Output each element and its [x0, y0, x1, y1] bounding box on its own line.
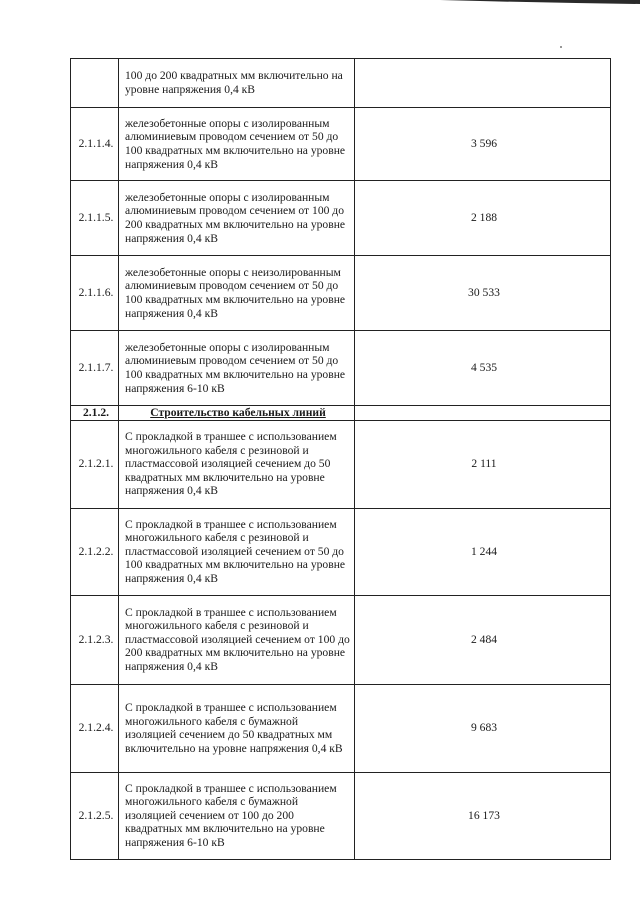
row-value: 4 535 — [355, 331, 611, 406]
row-number: 2.1.1.5. — [71, 181, 119, 256]
row-description: железобетонные опоры с изолированным алюминиевым проводом сечением от 100 до 200 квадратных мм включительно на уровне напряжения 0,4 кВ — [119, 181, 355, 256]
row-number: 2.1.1.6. — [71, 256, 119, 331]
row-description: С прокладкой в траншее с использованием многожильного кабеля с бумажной изоляцией сечением от 100 до 200 квадратных мм включительно на уровне напряжения 6-10 кВ — [119, 772, 355, 859]
row-description: железобетонные опоры с изолированным алюминиевым проводом сечением от 50 до 100 квадратных мм включительно на уровне напряжения 0,4 кВ — [119, 108, 355, 181]
table-row — [71, 420, 611, 508]
row-description: С прокладкой в траншее с использованием многожильного кабеля с резиновой и пластмассовой изоляцией сечением от 50 до 100 квадратных мм включительно на уровне напряжения 0,4 кВ — [119, 508, 355, 595]
row-description: железобетонные опоры с изолированным алюминиевым проводом сечением от 50 до 100 квадратных мм включительно на уровне напряжения 6-10 кВ — [119, 331, 355, 406]
row-description: С прокладкой в траншее с использованием многожильного кабеля с резиновой и пластмассовой изоляцией сечением до 50 квадратных мм включительно на уровне напряжения 0,4 кВ — [119, 420, 355, 508]
scan-speck — [560, 46, 562, 48]
row-number: 2.1.1.4. — [71, 108, 119, 181]
row-number: 2.1.1.7. — [71, 331, 119, 406]
row-number: 2.1.2.1. — [71, 420, 119, 508]
table-row — [71, 59, 611, 108]
row-description: железобетонные опоры с неизолированным алюминиевым проводом сечением от 50 до 100 квадратных мм включительно на уровне напряжения 0,4 кВ — [119, 256, 355, 331]
row-description: 100 до 200 квадратных мм включительно на уровне напряжения 0,4 кВ — [119, 59, 355, 108]
row-number: 2.1.2.5. — [71, 772, 119, 859]
table-row — [71, 108, 611, 181]
table-row — [71, 508, 611, 595]
table-row — [71, 331, 611, 406]
section-title: Строительство кабельных линий — [119, 406, 355, 421]
section-header-row — [71, 406, 611, 421]
row-number: 2.1.2.4. — [71, 684, 119, 772]
row-value: 3 596 — [355, 108, 611, 181]
table-row — [71, 256, 611, 331]
row-number: 2.1.2.3. — [71, 595, 119, 684]
row-value: 1 244 — [355, 508, 611, 595]
row-value: 16 173 — [355, 772, 611, 859]
scan-edge-mark — [440, 0, 640, 6]
row-value: 2 188 — [355, 181, 611, 256]
section-number: 2.1.2. — [71, 406, 119, 421]
table-row — [71, 684, 611, 772]
table-row — [71, 772, 611, 859]
row-description: С прокладкой в траншее с использованием многожильного кабеля с резиновой и пластмассовой изоляцией сечением от 100 до 200 квадратных мм включительно на уровне напряжения 0,4 кВ — [119, 595, 355, 684]
row-number — [71, 59, 119, 108]
row-number: 2.1.2.2. — [71, 508, 119, 595]
row-value — [355, 406, 611, 421]
row-description: С прокладкой в траншее с использованием многожильного кабеля с бумажной изоляцией сечением до 50 квадратных мм включительно на уровне напряжения 0,4 кВ — [119, 684, 355, 772]
row-value: 9 683 — [355, 684, 611, 772]
row-value: 2 484 — [355, 595, 611, 684]
row-value: 2 111 — [355, 420, 611, 508]
row-value: 30 533 — [355, 256, 611, 331]
row-value — [355, 59, 611, 108]
table-row — [71, 595, 611, 684]
tariff-table — [70, 58, 611, 860]
table-row — [71, 181, 611, 256]
